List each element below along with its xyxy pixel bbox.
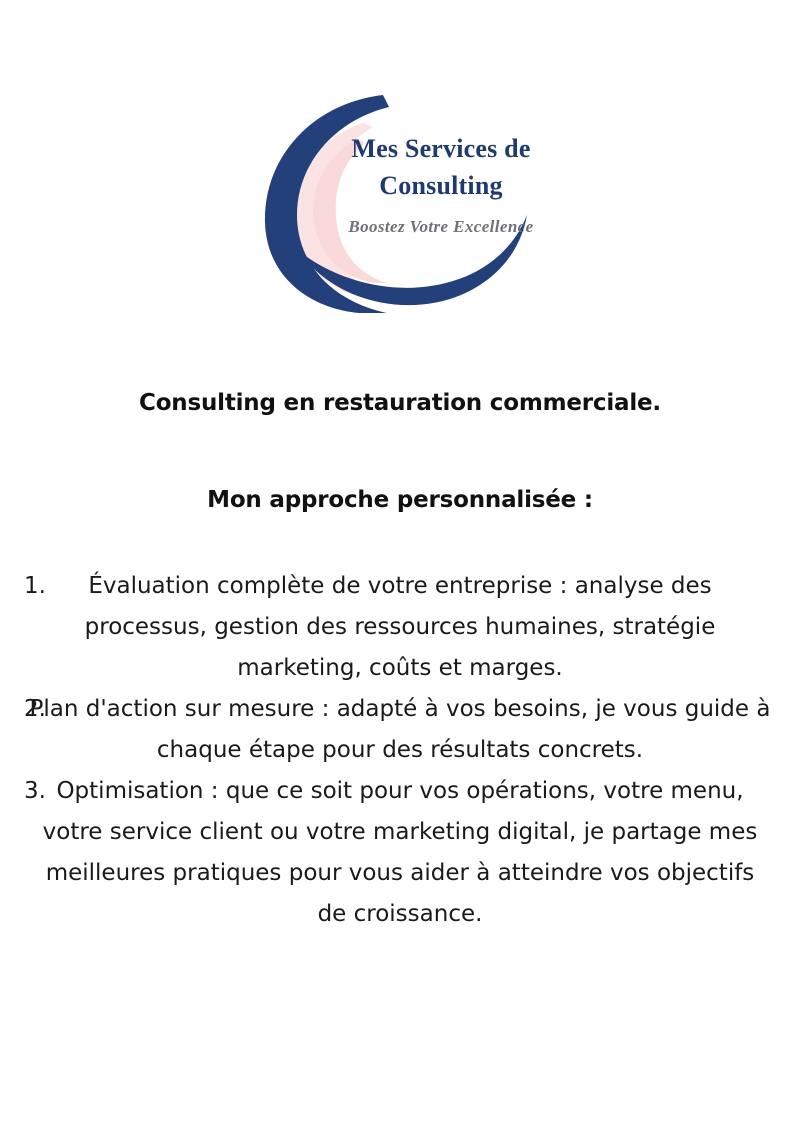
list-item-text: Plan d'action sur mesure : adapté à vos besoins, je vous guide à chaque étape pour des résultats concrets. [29, 696, 771, 763]
logo-block [0, 78, 800, 318]
brand-logo [235, 83, 565, 313]
logo-line-1: Mes Services de [351, 134, 531, 163]
crescent-swoosh-icon [235, 83, 565, 313]
logo-tagline: Boostez Votre Excellence [348, 216, 534, 236]
list-item [14, 566, 786, 689]
list-item [14, 689, 786, 771]
section-subtitle: Mon approche personnalisée : [207, 487, 593, 513]
logo-line-2: Consulting [379, 170, 503, 200]
list-item [14, 771, 786, 935]
page-title: Consulting en restauration commerciale. [139, 390, 661, 416]
list-item-text: Optimisation : que ce soit pour vos opérations, votre menu, votre service client ou votre marketing digital, je partage mes meilleures pratiques pour vous aider à atteindre vos objectifs de croissance. [42, 778, 758, 927]
list-item-text: Évaluation complète de votre entreprise : analyse des processus, gestion des ressources humaines, stratégie marketing, coûts et marges. [84, 573, 716, 681]
approach-list [14, 566, 786, 935]
approach-list-block [14, 566, 786, 935]
